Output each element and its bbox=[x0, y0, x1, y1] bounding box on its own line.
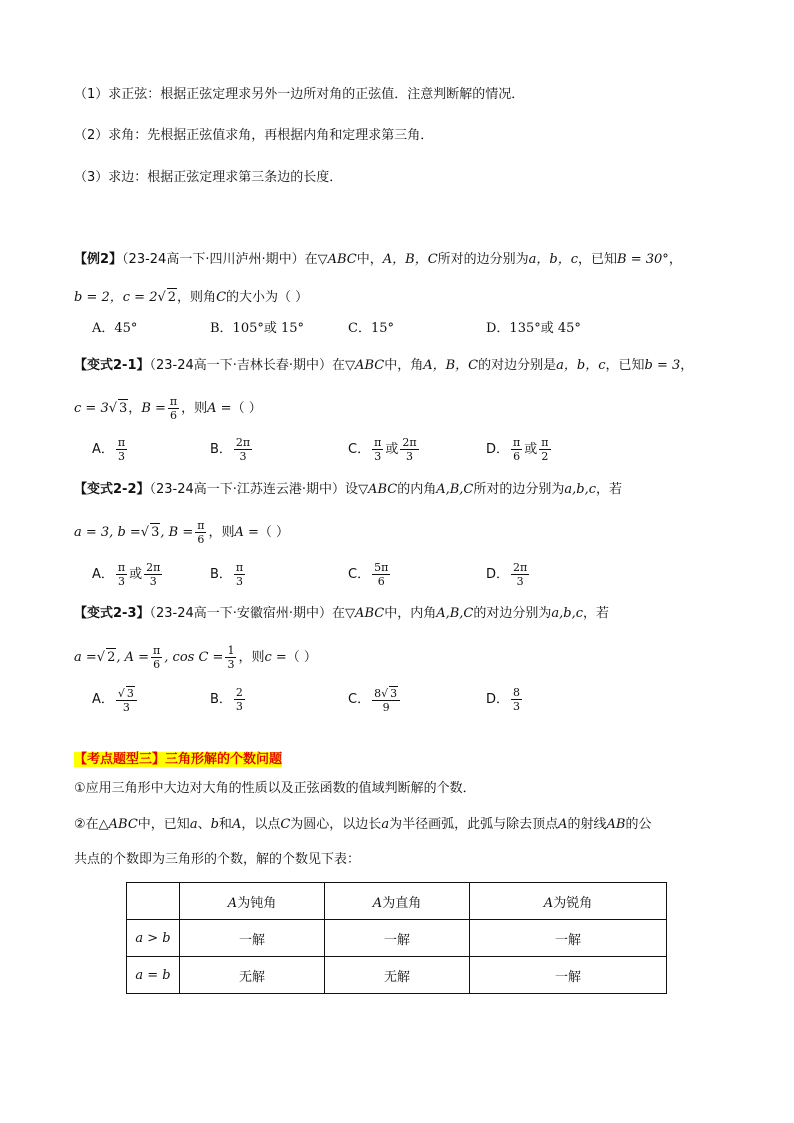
text: 在 bbox=[304, 252, 318, 267]
method-number: （1） bbox=[74, 87, 109, 102]
fraction bbox=[116, 436, 127, 463]
text: 的内角 bbox=[397, 482, 437, 497]
table-header-row bbox=[127, 883, 667, 920]
example-tag: 【变式2-1】 bbox=[74, 358, 150, 373]
text: 中，角 bbox=[384, 358, 424, 373]
text: ，已知 bbox=[605, 358, 645, 373]
denominator: 6 bbox=[197, 533, 205, 546]
sqrt-symbol: √ bbox=[117, 687, 125, 700]
option-letter: D． bbox=[486, 566, 510, 582]
option-a[interactable] bbox=[92, 436, 129, 463]
option-text: D．135°或 45° bbox=[486, 321, 581, 336]
var-list: A，B，C bbox=[382, 252, 438, 267]
denominator: 6 bbox=[170, 409, 177, 422]
fraction bbox=[195, 519, 206, 546]
option-b[interactable] bbox=[210, 320, 304, 338]
text: 所对的边分别为 bbox=[437, 252, 529, 267]
var: A bbox=[231, 817, 242, 832]
fraction bbox=[116, 686, 137, 714]
var: , B = bbox=[160, 524, 194, 540]
triangle-symbol: ▽ABC bbox=[317, 252, 357, 267]
table-header-cell bbox=[180, 883, 325, 920]
fraction bbox=[225, 644, 236, 671]
var: A bbox=[543, 895, 554, 911]
condition: B = 30° bbox=[617, 252, 669, 267]
option-letter: B． bbox=[210, 441, 232, 457]
option-b[interactable] bbox=[210, 436, 254, 463]
denominator: 3 bbox=[118, 575, 126, 588]
denominator: 3 bbox=[122, 701, 130, 714]
text: ①应用三角形中大边对大角的性质以及正弦函数的值域判断解的个数． bbox=[74, 781, 476, 796]
method-number: （2） bbox=[74, 128, 109, 143]
numerator: 2π bbox=[402, 436, 417, 449]
var: , A = bbox=[116, 649, 150, 665]
numerator: π bbox=[153, 644, 161, 657]
sqrt-symbol: √ bbox=[96, 649, 106, 665]
option-d[interactable] bbox=[486, 561, 531, 588]
text: ，则 bbox=[181, 400, 208, 416]
var-list: A,B,C bbox=[436, 606, 474, 621]
numerator: 2π bbox=[513, 561, 528, 574]
fraction bbox=[400, 436, 418, 463]
table-cell: 一解 bbox=[470, 957, 667, 994]
denominator: 3 bbox=[405, 450, 413, 463]
option-letter: A． bbox=[92, 566, 114, 582]
text: ②在 bbox=[74, 817, 99, 832]
text: ，已知 bbox=[578, 252, 618, 267]
option-letter: D． bbox=[486, 441, 510, 457]
radicand: 3 bbox=[126, 687, 134, 700]
denominator: 2 bbox=[541, 450, 549, 463]
denominator: 3 bbox=[239, 450, 247, 463]
section-paragraph-1 bbox=[74, 780, 476, 798]
var: A bbox=[372, 895, 383, 911]
text: ，以点 bbox=[241, 817, 281, 832]
text: 中， bbox=[356, 252, 383, 267]
condition: a = 3, b = bbox=[74, 524, 141, 540]
triangle-symbol: △ABC bbox=[98, 817, 138, 832]
text: 设 bbox=[345, 482, 359, 497]
fraction bbox=[234, 436, 252, 463]
text: ， bbox=[668, 252, 682, 267]
table-header-cell bbox=[325, 883, 470, 920]
numerator: 2π bbox=[235, 436, 251, 449]
radicand: 3 bbox=[151, 525, 160, 540]
var: , cos C = bbox=[164, 649, 224, 665]
example-tag: 【例2】 bbox=[74, 252, 123, 267]
radicand: 3 bbox=[390, 687, 398, 700]
section-paragraph-3 bbox=[74, 851, 360, 869]
option-letter: A． bbox=[92, 692, 114, 707]
option-text: A．45° bbox=[92, 321, 138, 336]
text: 或 bbox=[129, 566, 143, 582]
denominator: 6 bbox=[377, 575, 385, 588]
var: A = bbox=[234, 524, 259, 540]
text: 或 bbox=[524, 441, 538, 457]
denominator: 3 bbox=[374, 450, 382, 463]
text: 和 bbox=[218, 817, 232, 832]
option-letter: C． bbox=[348, 692, 371, 707]
table-cell: 一解 bbox=[470, 920, 667, 957]
denominator: 9 bbox=[382, 701, 390, 714]
triangle-symbol: ▽ABC bbox=[358, 482, 398, 497]
condition: a = bbox=[74, 649, 97, 665]
option-letter: D． bbox=[486, 691, 510, 707]
example-source: （23-24高一下·江苏连云港·期中） bbox=[149, 482, 346, 497]
numerator: π bbox=[513, 436, 521, 449]
text: 为半径画弧，此弧与除去顶点 bbox=[389, 817, 559, 832]
variant-2-3-line1 bbox=[74, 605, 609, 623]
fraction bbox=[372, 561, 390, 588]
method-3 bbox=[74, 169, 342, 187]
option-a[interactable] bbox=[92, 561, 164, 588]
text: （ ） bbox=[286, 649, 317, 665]
text: 的射线 bbox=[567, 817, 607, 832]
condition: b = 2，c = 2 bbox=[74, 290, 158, 305]
side-list: a,b,c bbox=[551, 606, 584, 621]
numerator: π bbox=[374, 436, 382, 449]
triangle-symbol: ▽ABC bbox=[345, 358, 385, 373]
variant-2-1-line1 bbox=[74, 357, 693, 375]
option-letter: C． bbox=[348, 441, 371, 457]
coefficient: 8 bbox=[374, 687, 382, 700]
numerator: 2 bbox=[235, 686, 243, 699]
radicand: 2 bbox=[167, 290, 177, 305]
text: 、 bbox=[197, 817, 211, 832]
denominator: 6 bbox=[513, 450, 521, 463]
fraction bbox=[372, 436, 383, 463]
option-c[interactable] bbox=[348, 561, 392, 588]
radicand: 3 bbox=[119, 401, 128, 416]
method-text: 求边：根据正弦定理求第三条边的长度． bbox=[108, 170, 343, 185]
side-list: a，b，c bbox=[556, 358, 606, 373]
text: 为圆心，以边长 bbox=[290, 817, 382, 832]
table-cell: 一解 bbox=[180, 920, 325, 957]
variant-2-3-line2 bbox=[74, 644, 317, 671]
text: ，则 bbox=[238, 649, 265, 665]
text: ，则 bbox=[208, 524, 235, 540]
section-paragraph-2 bbox=[74, 816, 651, 834]
header-text: 为锐角 bbox=[553, 895, 593, 911]
var: C bbox=[216, 290, 227, 305]
text: （ ） bbox=[258, 524, 290, 540]
option-c[interactable] bbox=[348, 686, 402, 714]
fraction bbox=[511, 561, 529, 588]
option-a[interactable] bbox=[92, 686, 139, 714]
var: A bbox=[558, 817, 568, 832]
text: 的对边分别为 bbox=[473, 606, 552, 621]
var: C bbox=[280, 817, 291, 832]
fraction bbox=[372, 686, 400, 714]
option-d[interactable] bbox=[486, 686, 524, 713]
numerator: 2π bbox=[146, 561, 161, 574]
text: 在 bbox=[332, 606, 346, 621]
method-text: 求正弦：根据正弦定理求另外一边所对角的正弦值．注意判断解的情况． bbox=[108, 87, 525, 102]
table-cell: 一解 bbox=[325, 920, 470, 957]
fraction bbox=[511, 436, 522, 463]
method-1 bbox=[74, 86, 524, 104]
table-row-condition: a > b bbox=[127, 920, 180, 957]
text: 的大小为（ ） bbox=[226, 290, 309, 305]
table-row-condition: a = b bbox=[127, 957, 180, 994]
var: a bbox=[189, 817, 198, 832]
denominator: 3 bbox=[235, 700, 243, 713]
fraction bbox=[151, 644, 162, 671]
text: 的公 bbox=[625, 817, 652, 832]
option-text: B．105°或 15° bbox=[210, 321, 305, 336]
table-corner-cell bbox=[127, 883, 180, 920]
table-cell: 无解 bbox=[180, 957, 325, 994]
numerator: π bbox=[117, 561, 126, 574]
sqrt-symbol: √ bbox=[157, 290, 166, 305]
triangle-symbol: ▽ABC bbox=[345, 606, 385, 621]
condition: b = 3 bbox=[644, 358, 681, 373]
text: 或 bbox=[385, 441, 399, 457]
example-tag: 【变式2-3】 bbox=[74, 606, 150, 621]
text: ， bbox=[128, 400, 142, 416]
option-letter: C． bbox=[348, 566, 371, 582]
example-2-line2 bbox=[74, 288, 308, 307]
option-letter: B． bbox=[210, 566, 232, 582]
denominator: 3 bbox=[118, 450, 126, 463]
fraction bbox=[234, 686, 245, 713]
section-heading-text: 【考点题型三】三角形解的个数问题 bbox=[74, 752, 283, 767]
example-source: （23-24高一下·四川泸州·期中） bbox=[122, 252, 305, 267]
table-cell: 无解 bbox=[325, 957, 470, 994]
denominator: 3 bbox=[513, 700, 521, 713]
table-row bbox=[127, 957, 667, 994]
sqrt-symbol: √ bbox=[108, 400, 118, 416]
example-2-line1 bbox=[74, 251, 682, 269]
variant-2-1-line2 bbox=[74, 395, 262, 422]
numerator: 8 bbox=[513, 686, 521, 699]
numerator: π bbox=[541, 436, 549, 449]
side-list: a，b，c bbox=[528, 252, 579, 267]
header-text: 为钝角 bbox=[237, 895, 277, 911]
var: c = bbox=[264, 649, 287, 665]
text: 所对的边分别为 bbox=[473, 482, 565, 497]
example-source: （23-24高一下·吉林长春·期中） bbox=[149, 358, 333, 373]
header-text: 为直角 bbox=[382, 895, 422, 911]
sqrt-symbol: √ bbox=[140, 524, 150, 540]
section-heading bbox=[74, 751, 282, 769]
example-source: （23-24高一下·安徽宿州·期中） bbox=[149, 606, 333, 621]
option-letter: B． bbox=[210, 691, 232, 707]
table-row bbox=[127, 920, 667, 957]
method-2 bbox=[74, 127, 433, 145]
fraction bbox=[539, 436, 550, 463]
fraction bbox=[116, 561, 127, 588]
text: 的对边分别是 bbox=[478, 358, 557, 373]
text: 中，已知 bbox=[137, 817, 190, 832]
denominator: 3 bbox=[516, 575, 524, 588]
option-text: C．15° bbox=[348, 321, 394, 336]
text: 在 bbox=[332, 358, 346, 373]
side-list: a,b,c bbox=[564, 482, 597, 497]
fraction bbox=[234, 561, 245, 588]
option-b[interactable] bbox=[210, 561, 247, 588]
var-list: A,B,C bbox=[436, 482, 474, 497]
numerator: π bbox=[169, 395, 178, 408]
condition: c = 3 bbox=[74, 400, 109, 416]
option-c[interactable] bbox=[348, 436, 421, 463]
method-text: 求角：先根据正弦值求角，再根据内角和定理求第三角． bbox=[108, 128, 434, 143]
option-letter: A． bbox=[92, 441, 114, 457]
text: ，若 bbox=[583, 606, 610, 621]
fraction bbox=[168, 395, 179, 422]
text: 中，内角 bbox=[384, 606, 437, 621]
fraction bbox=[144, 561, 162, 588]
example-tag: 【变式2-2】 bbox=[74, 482, 150, 497]
denominator: 3 bbox=[149, 575, 157, 588]
denominator: 6 bbox=[153, 658, 161, 671]
option-d[interactable] bbox=[486, 436, 553, 463]
sqrt-symbol: √ bbox=[381, 687, 389, 700]
numerator: π bbox=[117, 436, 126, 449]
denominator: 3 bbox=[227, 658, 235, 671]
numerator bbox=[372, 686, 400, 701]
radicand: 2 bbox=[107, 650, 116, 665]
text: ，若 bbox=[596, 482, 623, 497]
text: ， bbox=[680, 358, 694, 373]
var: A = bbox=[207, 400, 232, 416]
numerator: 5π bbox=[374, 561, 389, 574]
var: a bbox=[381, 817, 390, 832]
method-number: （3） bbox=[74, 170, 109, 185]
fraction bbox=[511, 686, 522, 713]
text: ，则角 bbox=[177, 290, 217, 305]
var-list: A，B，C bbox=[423, 358, 479, 373]
option-c[interactable] bbox=[348, 320, 394, 338]
var: b bbox=[210, 817, 219, 832]
variant-2-2-line1 bbox=[74, 481, 622, 499]
option-b[interactable] bbox=[210, 686, 247, 713]
var: AB bbox=[606, 817, 626, 832]
denominator: 3 bbox=[236, 575, 244, 588]
numerator: π bbox=[197, 519, 205, 532]
numerator: π bbox=[235, 561, 244, 574]
solution-count-table bbox=[126, 882, 667, 994]
numerator: 1 bbox=[227, 644, 235, 657]
option-d[interactable] bbox=[486, 320, 581, 338]
var: B = bbox=[141, 400, 166, 416]
table-header-cell bbox=[470, 883, 667, 920]
text: 共点的个数即为三角形的个数，解的个数见下表： bbox=[74, 852, 361, 867]
option-a[interactable] bbox=[92, 320, 137, 338]
numerator bbox=[116, 686, 137, 701]
variant-2-2-line2 bbox=[74, 519, 289, 546]
var: A bbox=[227, 895, 238, 911]
text: （ ） bbox=[231, 400, 262, 416]
